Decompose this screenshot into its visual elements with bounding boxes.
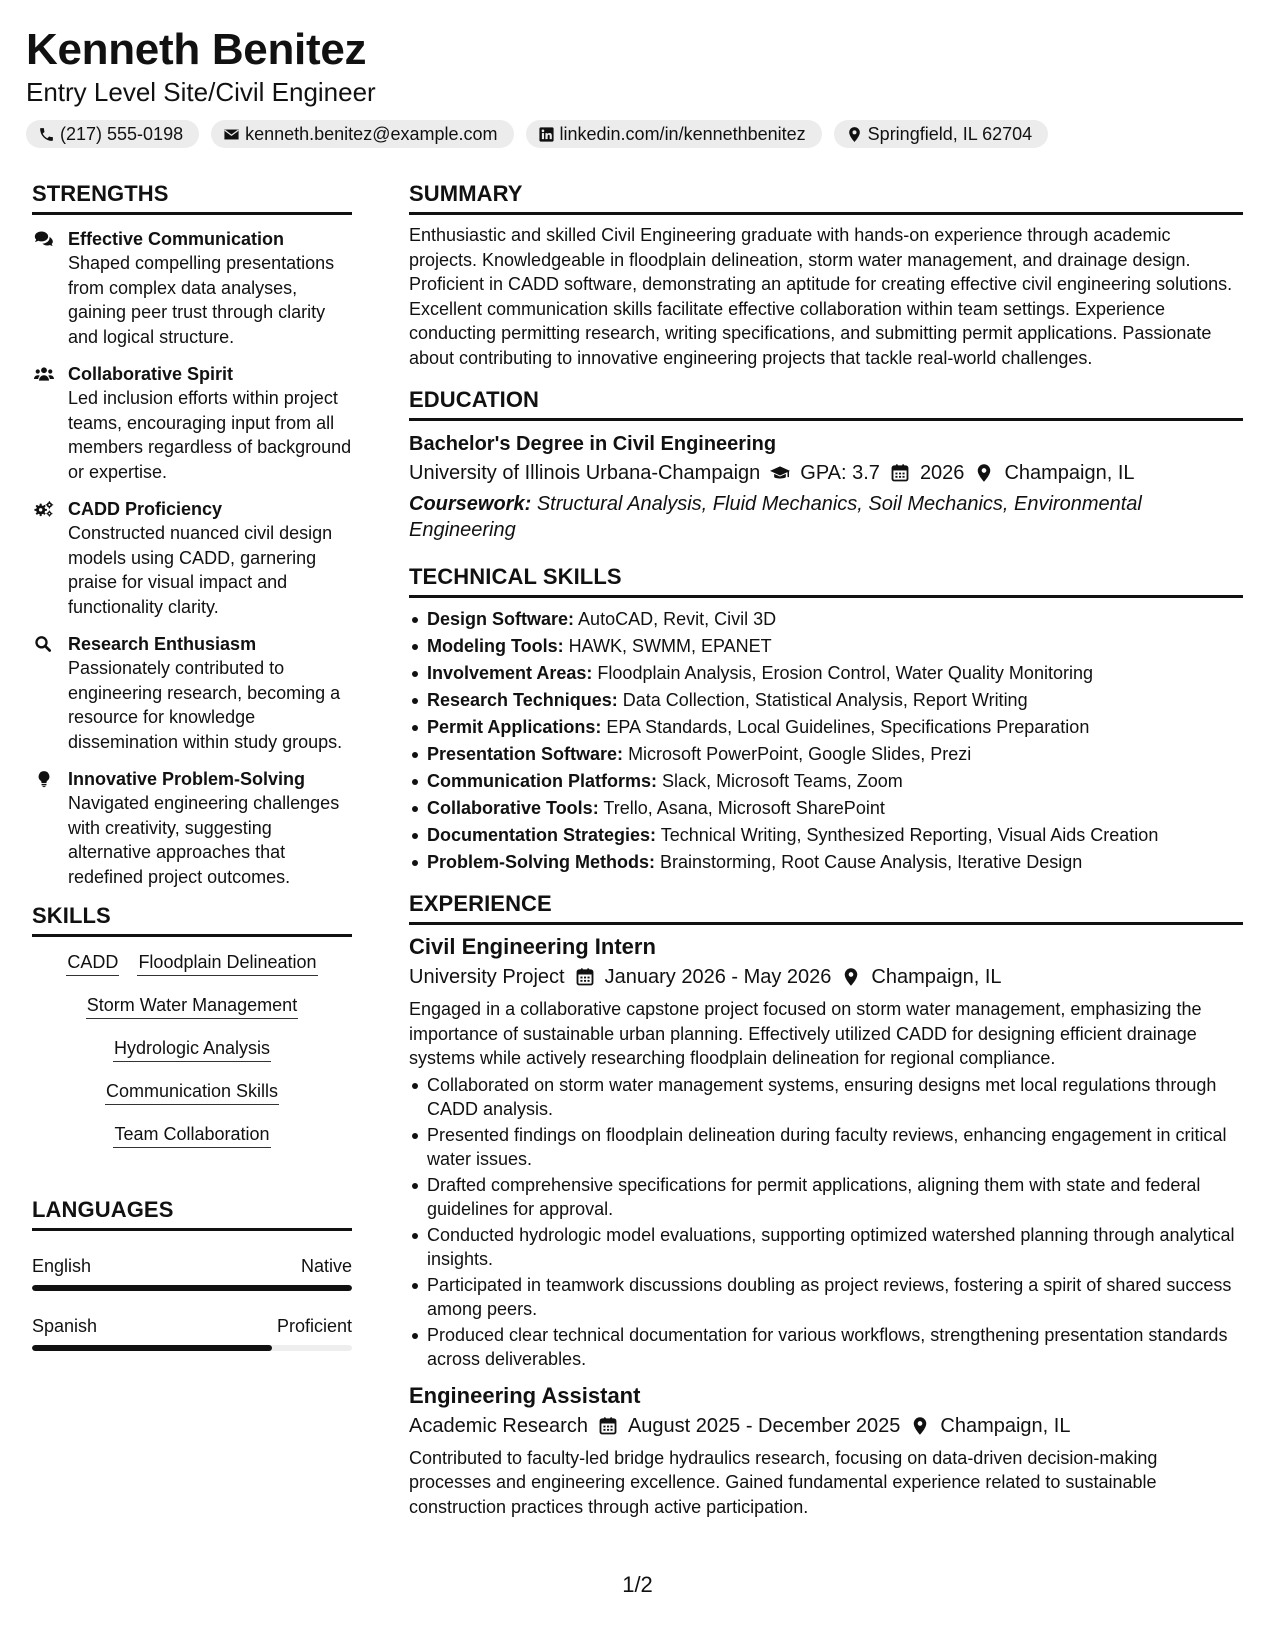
tech-skill-label: Collaborative Tools: — [427, 798, 599, 818]
skill-tag: Hydrologic Analysis — [113, 1037, 271, 1062]
linkedin-icon — [538, 126, 555, 143]
location-pin-icon — [846, 126, 863, 143]
tech-skill-value: Brainstorming, Root Cause Analysis, Iterative Design — [660, 852, 1083, 872]
list-item: Collaborated on storm water management systems, ensuring designs met local regulations through CADD analysis. — [409, 1073, 1243, 1122]
gpa: GPA: 3.7 — [800, 462, 880, 484]
left-column — [32, 180, 352, 1351]
location-pin-icon — [974, 463, 994, 483]
education-meta — [409, 459, 1243, 487]
tech-skill-value: Microsoft PowerPoint, Google Slides, Prezi — [628, 744, 972, 764]
tech-skill-label: Presentation Software: — [427, 744, 624, 764]
skill-tag: Communication Skills — [105, 1080, 279, 1105]
technical-skills-heading: TECHNICAL SKILLS — [409, 563, 1243, 598]
language-proficiency-fill — [32, 1345, 272, 1351]
calendar-icon — [598, 1416, 618, 1436]
contact-bar — [26, 120, 1246, 148]
list-item — [409, 768, 1243, 795]
job-bullets — [409, 1073, 1243, 1372]
language-item — [32, 1315, 352, 1351]
candidate-role: Entry Level Site/Civil Engineer — [26, 77, 376, 107]
list-item: Participated in teamwork discussions doubling as project reviews, fostering a spirit of shared success among peers. — [409, 1273, 1243, 1322]
contact-phone-text: (217) 555-0198 — [60, 123, 184, 144]
tech-skill-label: Modeling Tools: — [427, 636, 564, 656]
contact-location-text: Springfield, IL 62704 — [867, 123, 1033, 144]
job-meta — [409, 963, 1243, 991]
job-location: Champaign, IL — [871, 966, 1002, 988]
technical-skills-list — [409, 606, 1243, 876]
strength-item — [32, 227, 352, 349]
job-description: Contributed to faculty-led bridge hydraulics research, focusing on data-driven decision-making processes and engineering excellence. Gained fundamental experience related to sustainable construction practices through active participation. — [409, 1447, 1158, 1517]
strength-description: Navigated engineering challenges with creativity, suggesting alternative approaches that redefined project outcomes. — [68, 793, 340, 887]
tech-skill-label: Problem-Solving Methods: — [427, 852, 656, 872]
phone-icon — [38, 126, 55, 143]
skills-heading: SKILLS — [32, 902, 352, 937]
graduation-year: 2026 — [919, 462, 965, 484]
job-title: Civil Engineering Intern — [409, 934, 656, 959]
strength-title: Research Enthusiasm — [68, 634, 257, 654]
language-level: Proficient — [276, 1316, 352, 1336]
list-item — [409, 633, 1243, 660]
degree-title: Bachelor's Degree in Civil Engineering — [409, 433, 777, 455]
education-location: Champaign, IL — [1004, 462, 1135, 484]
list-item — [409, 849, 1243, 876]
job-description: Engaged in a collaborative capstone project focused on storm water management, emphasizing the importance of sustainable urban planning. Effectively utilized CADD for designing efficient drainage systems while actively researching floodplain delineation for regional compliance. — [409, 999, 1202, 1068]
list-item: Conducted hydrologic model evaluations, supporting optimized watershed planning through analytical insights. — [409, 1223, 1243, 1272]
list-item: Presented findings on floodplain delineation during faculty reviews, enhancing engagement in critical water issues. — [409, 1123, 1243, 1172]
candidate-name: Kenneth Benitez — [26, 25, 367, 74]
list-item: Produced clear technical documentation for various workflows, strengthening presentation standards across deliverables. — [409, 1323, 1243, 1372]
skill-tag: CADD — [66, 951, 119, 976]
tech-skill-label: Research Techniques: — [427, 690, 618, 710]
list-item — [409, 660, 1243, 687]
page-number: 1/2 — [622, 1572, 653, 1597]
users-icon — [34, 365, 54, 383]
strengths-section — [32, 180, 352, 889]
skill-tag: Storm Water Management — [86, 994, 298, 1019]
strength-description: Passionately contributed to engineering research, becoming a resource for knowledge dissemination within study groups. — [68, 658, 343, 752]
summary-text: Enthusiastic and skilled Civil Engineering graduate with hands-on experience through academic projects. Knowledgeable in floodplain delineation, storm water management, and drainage design. Proficient in CADD software, demonstrating an aptitude for creating effective civil engineering solutions. Excellent communication skills facilitate effective collaboration within team settings. Experience conducting permitting research, writing specifications, and submitting permit applications. Passionate about contributing to innovative engineering projects that tackle real-world challenges. — [409, 225, 1233, 368]
list-item — [409, 714, 1243, 741]
list-item — [409, 687, 1243, 714]
school-name: University of Illinois Urbana-Champaign — [409, 462, 761, 484]
language-proficiency-bar — [32, 1345, 352, 1351]
list-item — [409, 741, 1243, 768]
strength-item — [32, 497, 352, 619]
tech-skill-label: Communication Platforms: — [427, 771, 658, 791]
tech-skill-label: Permit Applications: — [427, 717, 602, 737]
education-section — [409, 386, 1243, 543]
lightbulb-icon — [34, 770, 54, 788]
job-organization: University Project — [409, 966, 565, 988]
list-item: Drafted comprehensive specifications for permit applications, aligning them with state and federal guidelines for approval. — [409, 1173, 1243, 1222]
strength-item — [32, 362, 352, 484]
comments-icon — [34, 230, 54, 248]
technical-skills-section — [409, 563, 1243, 876]
language-level: Native — [300, 1256, 352, 1276]
tech-skill-value: Slack, Microsoft Teams, Zoom — [662, 771, 903, 791]
language-proficiency-bar — [32, 1285, 352, 1291]
job-dates: August 2025 - December 2025 — [627, 1414, 901, 1437]
coursework-list: Structural Analysis, Fluid Mechanics, Soil Mechanics, Environmental Engineering — [409, 493, 1142, 541]
tech-skill-label: Design Software: — [427, 609, 575, 629]
tech-skill-label: Involvement Areas: — [427, 663, 593, 683]
calendar-icon — [575, 967, 595, 987]
languages-heading: LANGUAGES — [32, 1196, 352, 1231]
job-title: Engineering Assistant — [409, 1382, 641, 1408]
skill-tag: Floodplain Delineation — [137, 951, 317, 976]
contact-linkedin-text: linkedin.com/in/kennethbenitez — [559, 123, 806, 144]
tech-skill-value: Data Collection, Statistical Analysis, Report Writing — [622, 690, 1028, 710]
list-item — [409, 606, 1243, 633]
strength-item — [32, 632, 352, 754]
job-entry — [409, 1382, 1243, 1520]
languages-section — [32, 1196, 352, 1351]
strength-title: Effective Communication — [68, 229, 285, 249]
tech-skill-value: HAWK, SWMM, EPANET — [568, 636, 772, 656]
envelope-icon — [223, 126, 240, 143]
tech-skill-value: AutoCAD, Revit, Civil 3D — [578, 609, 777, 629]
skill-tag: Team Collaboration — [113, 1123, 270, 1148]
strength-item — [32, 767, 352, 889]
contact-email-text: kenneth.benitez@example.com — [245, 123, 498, 144]
job-entry — [409, 933, 1243, 1372]
job-organization: Academic Research — [409, 1414, 588, 1437]
strength-title: Innovative Problem-Solving — [68, 769, 306, 789]
contact-linkedin[interactable] — [526, 120, 822, 148]
job-location: Champaign, IL — [940, 1414, 1071, 1437]
job-dates: January 2026 - May 2026 — [604, 966, 832, 988]
contact-location — [834, 120, 1048, 148]
list-item — [409, 795, 1243, 822]
summary-heading: SUMMARY — [409, 180, 1243, 215]
coursework — [409, 491, 1243, 543]
summary-section — [409, 180, 1243, 370]
cogs-icon — [34, 500, 54, 518]
education-heading: EDUCATION — [409, 386, 1243, 421]
experience-section — [409, 890, 1243, 1519]
tech-skill-value: Floodplain Analysis, Erosion Control, Water Quality Monitoring — [597, 663, 1093, 683]
contact-email[interactable] — [211, 120, 513, 148]
language-proficiency-fill — [32, 1285, 352, 1291]
location-pin-icon — [910, 1416, 930, 1436]
strength-title: Collaborative Spirit — [68, 364, 234, 384]
coursework-label: Coursework: — [409, 493, 532, 515]
language-item — [32, 1255, 352, 1291]
right-column — [409, 180, 1243, 1519]
strength-description: Led inclusion efforts within project teams, encouraging input from all members regardless of background or expertise. — [68, 388, 352, 482]
location-pin-icon — [841, 967, 861, 987]
list-item — [409, 822, 1243, 849]
tech-skill-value: Trello, Asana, Microsoft SharePoint — [603, 798, 885, 818]
graduation-cap-icon — [770, 463, 790, 483]
calendar-icon — [890, 463, 910, 483]
search-icon — [34, 635, 54, 653]
tech-skill-value: Technical Writing, Synthesized Reporting, Visual Aids Creation — [660, 825, 1159, 845]
contact-phone[interactable] — [26, 120, 199, 148]
strengths-heading: STRENGTHS — [32, 180, 352, 215]
strength-title: CADD Proficiency — [68, 499, 223, 519]
resume-header — [26, 24, 1246, 148]
tech-skill-label: Documentation Strategies: — [427, 825, 657, 845]
language-name: English — [32, 1256, 92, 1276]
experience-heading: EXPERIENCE — [409, 890, 1243, 925]
skills-section — [32, 902, 352, 1148]
language-name: Spanish — [32, 1316, 98, 1336]
strength-description: Constructed nuanced civil design models using CADD, garnering praise for visual impact and functionality clarity. — [68, 523, 333, 617]
job-meta — [409, 1412, 1243, 1440]
tech-skill-value: EPA Standards, Local Guidelines, Specifications Preparation — [606, 717, 1090, 737]
strength-description: Shaped compelling presentations from complex data analyses, gaining peer trust through clarity and logical structure. — [68, 253, 335, 347]
